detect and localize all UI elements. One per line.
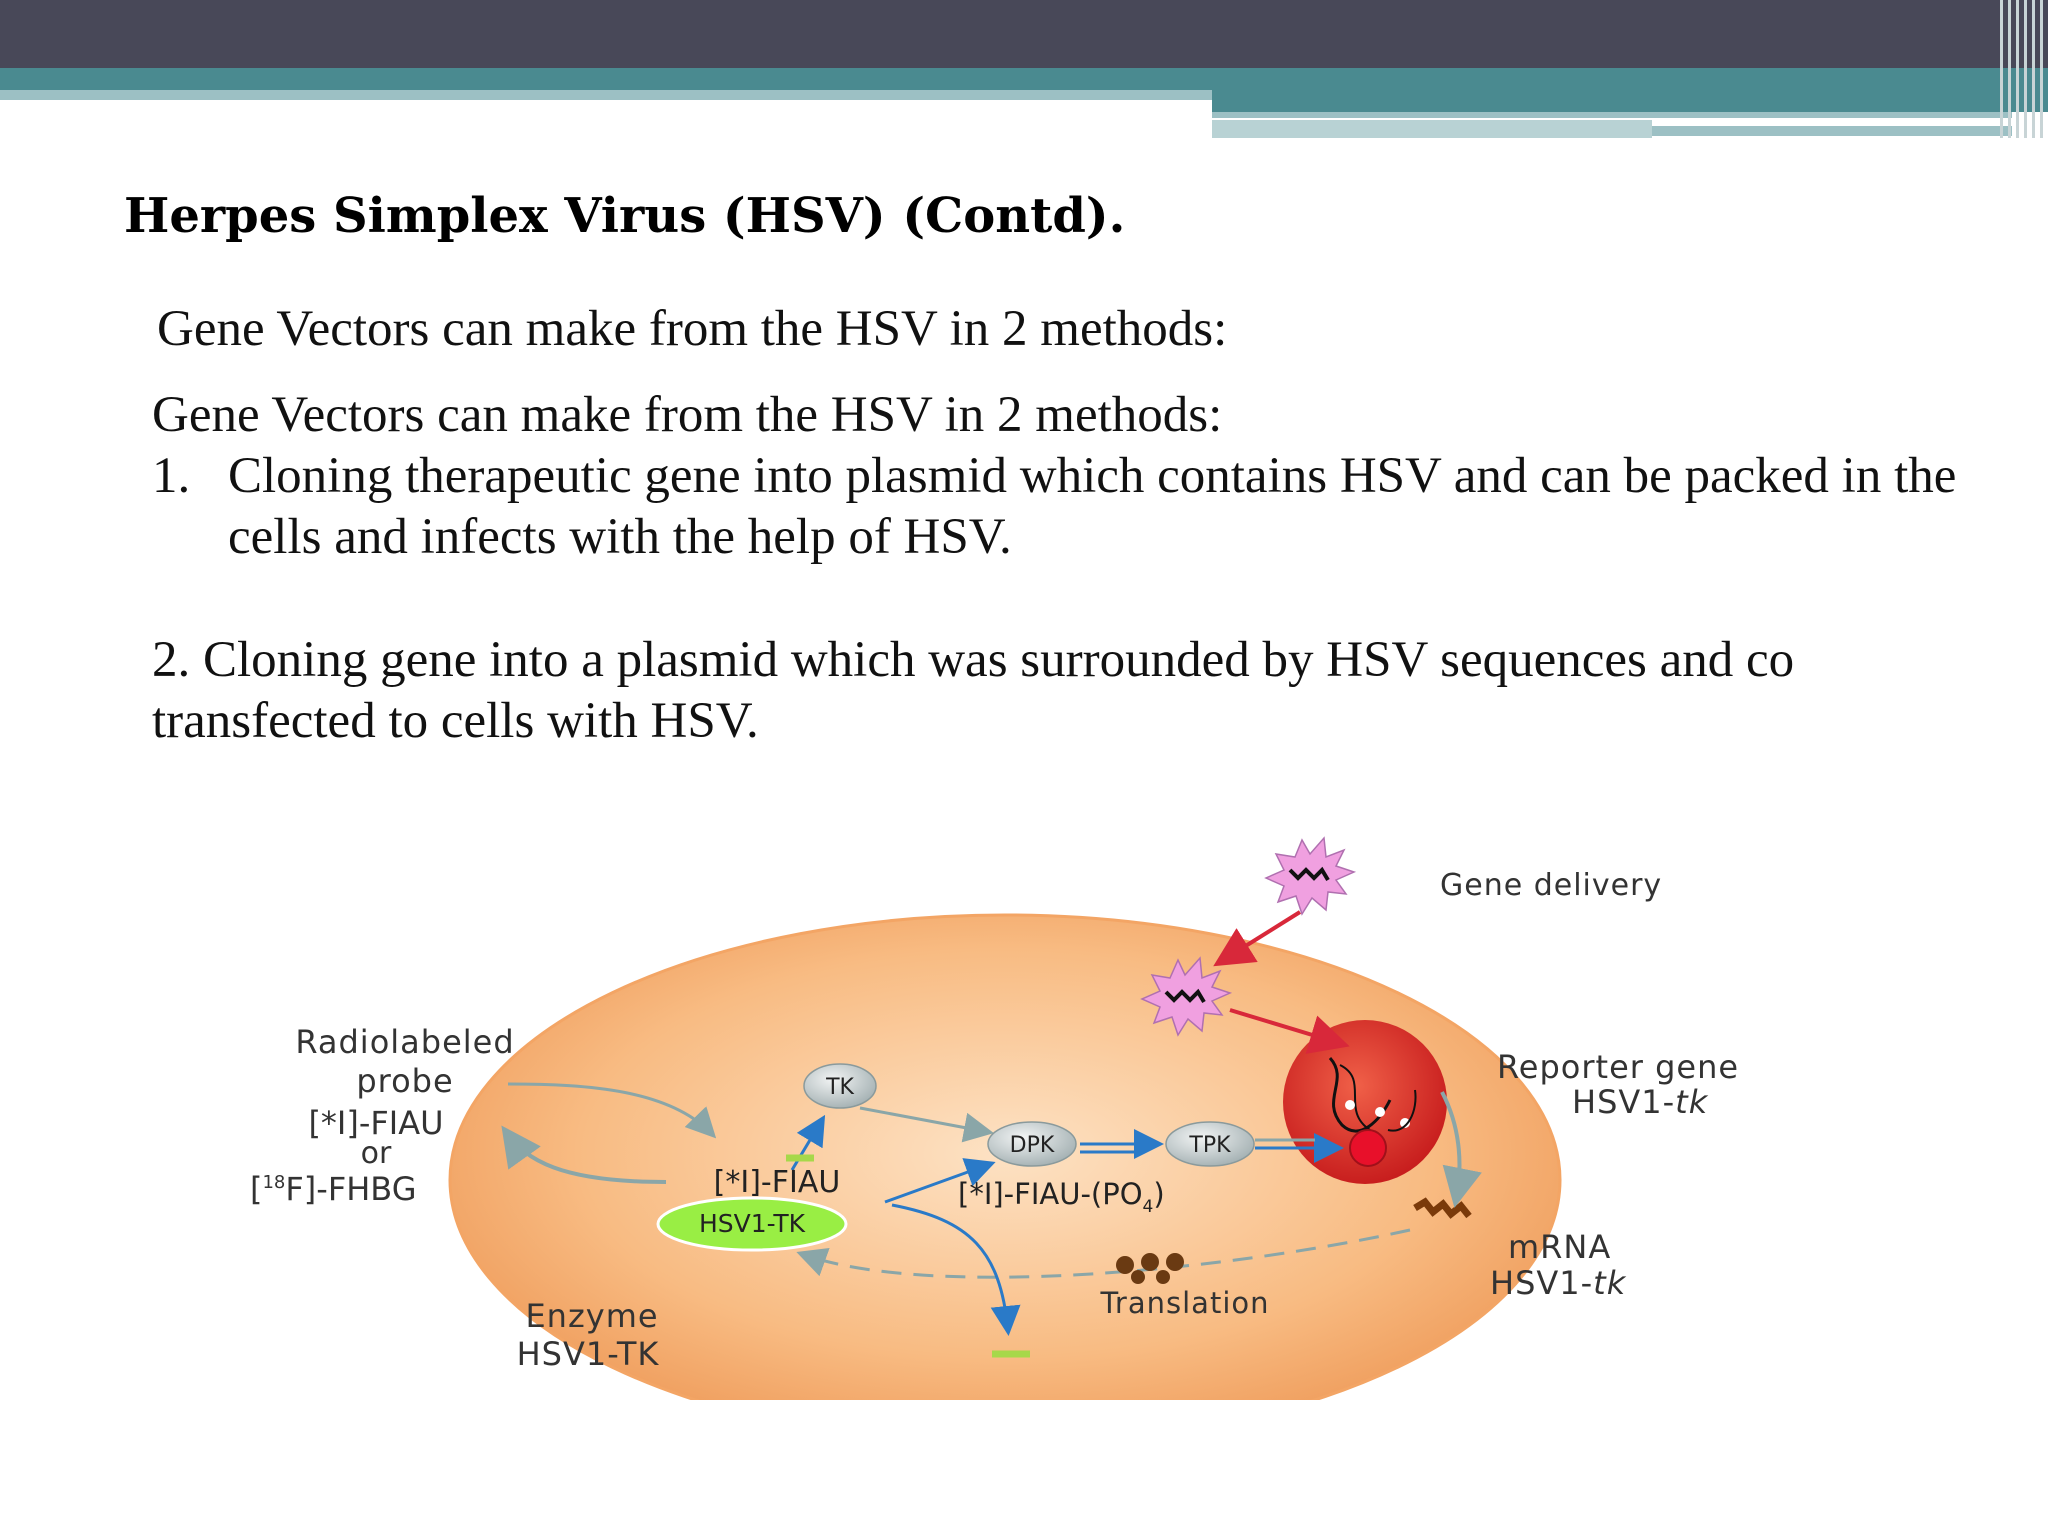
enzyme-hsv-label: HSV1-TK <box>516 1335 660 1373</box>
header-band-light <box>0 90 1212 100</box>
header-stripes <box>1994 0 2048 138</box>
header-band-right-accent <box>1652 126 2012 136</box>
fiau-inside-label: [*I]-FIAU <box>713 1165 841 1200</box>
virus-particle-outside <box>1266 838 1354 914</box>
intro-text: Gene Vectors can make from the HSV in 2 methods: <box>152 387 1223 443</box>
radiolabeled-label: Radiolabeled <box>295 1023 515 1061</box>
header-band-teal <box>0 68 2048 90</box>
list-item <box>152 446 1992 568</box>
header-band-right-light <box>1212 112 2012 118</box>
fiau-probe-label: [*I]-FIAU <box>308 1104 444 1142</box>
dpk-label: DPK <box>1009 1133 1055 1158</box>
tk-label: TK <box>826 1075 854 1100</box>
hsv1-tk-enzyme-label: HSV1-TK <box>698 1209 806 1238</box>
tpk-label: TPK <box>1189 1133 1231 1158</box>
mrna-label: mRNA <box>1508 1228 1612 1266</box>
fiau-po4-label: $[*I]-FIAU-(PO_4)$ <box>958 1177 1165 1217</box>
reporter-hsv-label: HSV1-tk <box>1572 1083 1709 1121</box>
hsv-reporter-diagram <box>230 830 1910 1400</box>
list-item-text: Cloning therapeutic gene into plasmid which contains HSV and can be packed in the cells and infects with the help of HSV. <box>228 448 1957 565</box>
enzyme-label: Enzyme <box>525 1297 659 1335</box>
gene-delivery-label: Gene delivery <box>1440 868 1663 903</box>
header-band-right <box>1212 90 2048 112</box>
mrna-hsv-label: HSV1-tk <box>1490 1264 1627 1302</box>
probe-label: probe <box>356 1062 454 1100</box>
header-band-dark <box>0 0 2048 68</box>
slide-subtitle: Gene Vectors can make from the HSV in 2 methods: <box>157 301 1228 357</box>
or-label: or <box>360 1136 392 1171</box>
slide-body <box>152 385 1992 752</box>
reporter-gene-label: Reporter gene <box>1497 1048 1740 1086</box>
translation-label: Translation <box>1100 1286 1270 1320</box>
fhbg-label: [$^{18}$F]-FHBG <box>250 1170 417 1208</box>
list-item-number: 1. <box>152 448 191 504</box>
slide-title: Herpes Simplex Virus (HSV) (Contd). <box>124 188 1126 244</box>
method-two-text: 2. Cloning gene into a plasmid which was surrounded by HSV sequences and co transfected to cells with HSV. <box>152 632 1795 749</box>
header-band-right-pale <box>1212 120 1652 138</box>
